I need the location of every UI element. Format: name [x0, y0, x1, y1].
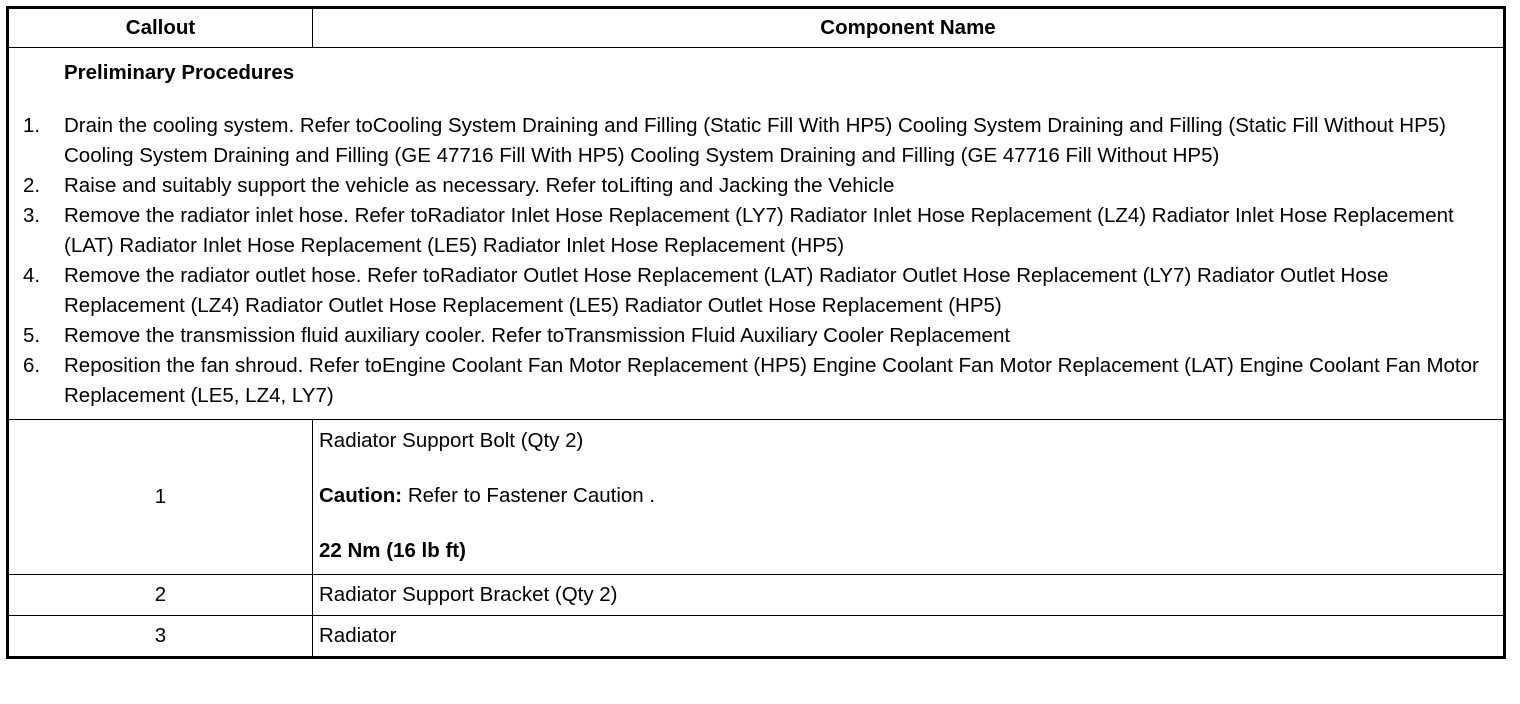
- table-header-row: [8, 8, 1505, 48]
- callout-cell: 1: [8, 420, 313, 575]
- list-item: [23, 171, 1489, 201]
- list-item: [23, 321, 1489, 351]
- step-text: Remove the radiator outlet hose. Refer toRadiator Outlet Hose Replacement (LAT) Radiator Outlet Hose Replacement (LY7) Radiator Outlet Hose Replacement (LZ4) Radiator Outlet Hose Replacement (LE5) Radiator Outlet Hose Replacement (HP5): [64, 264, 1389, 317]
- list-item: [23, 201, 1489, 261]
- preliminary-row: [8, 48, 1505, 420]
- list-item: [23, 261, 1489, 321]
- component-name: Radiator: [313, 616, 1505, 658]
- table-row: [8, 420, 1505, 575]
- component-name-cell: [313, 420, 1505, 575]
- list-item: [23, 111, 1489, 171]
- list-item: [23, 351, 1489, 411]
- caution-text: Refer to Fastener Caution .: [402, 484, 656, 507]
- caution-label: Caution:: [319, 484, 403, 507]
- preliminary-cell: [8, 48, 1505, 420]
- step-text: Remove the transmission fluid auxiliary cooler. Refer toTransmission Fluid Auxiliary Cooler Replacement: [64, 324, 1011, 347]
- header-callout: Callout: [8, 8, 313, 48]
- step-number: 5.: [23, 324, 41, 347]
- torque-spec: 22 Nm (16 lb ft): [319, 539, 466, 562]
- component-name: Radiator Support Bracket (Qty 2): [313, 575, 1505, 616]
- step-text: Remove the radiator inlet hose. Refer toRadiator Inlet Hose Replacement (LY7) Radiator Inlet Hose Replacement (LZ4) Radiator Inlet Hose Replacement (LAT) Radiator Inlet Hose Replacement (LE5) Radiator Inlet Hose Replacement (HP5): [64, 204, 1454, 257]
- preliminary-title: Preliminary Procedures: [64, 61, 295, 84]
- step-number: 4.: [23, 264, 41, 287]
- component-table: [6, 6, 1506, 659]
- step-number: 1.: [23, 114, 41, 137]
- callout-cell: 2: [8, 575, 313, 616]
- preliminary-steps: [23, 111, 1489, 411]
- step-number: 6.: [23, 354, 41, 377]
- table-row: [8, 616, 1505, 658]
- step-number: 2.: [23, 174, 41, 197]
- header-component-name: Component Name: [313, 8, 1505, 48]
- step-text: Raise and suitably support the vehicle as necessary. Refer toLifting and Jacking the Vehicle: [64, 174, 895, 197]
- component-name: Radiator Support Bolt (Qty 2): [319, 429, 584, 452]
- table-row: [8, 575, 1505, 616]
- step-number: 3.: [23, 204, 41, 227]
- callout-cell: 3: [8, 616, 313, 658]
- step-text: Reposition the fan shroud. Refer toEngine Coolant Fan Motor Replacement (HP5) Engine Coolant Fan Motor Replacement (LAT) Engine Coolant Fan Motor Replacement (LE5, LZ4, LY7): [64, 354, 1479, 407]
- step-text: Drain the cooling system. Refer toCooling System Draining and Filling (Static Fill With HP5) Cooling System Draining and Filling (Static Fill Without HP5) Cooling System Draining and Filling (GE 47716 Fill With HP5) Cooling System Draining and Filling (GE 47716 Fill Without HP5): [64, 114, 1446, 167]
- caution-note: [319, 481, 1497, 511]
